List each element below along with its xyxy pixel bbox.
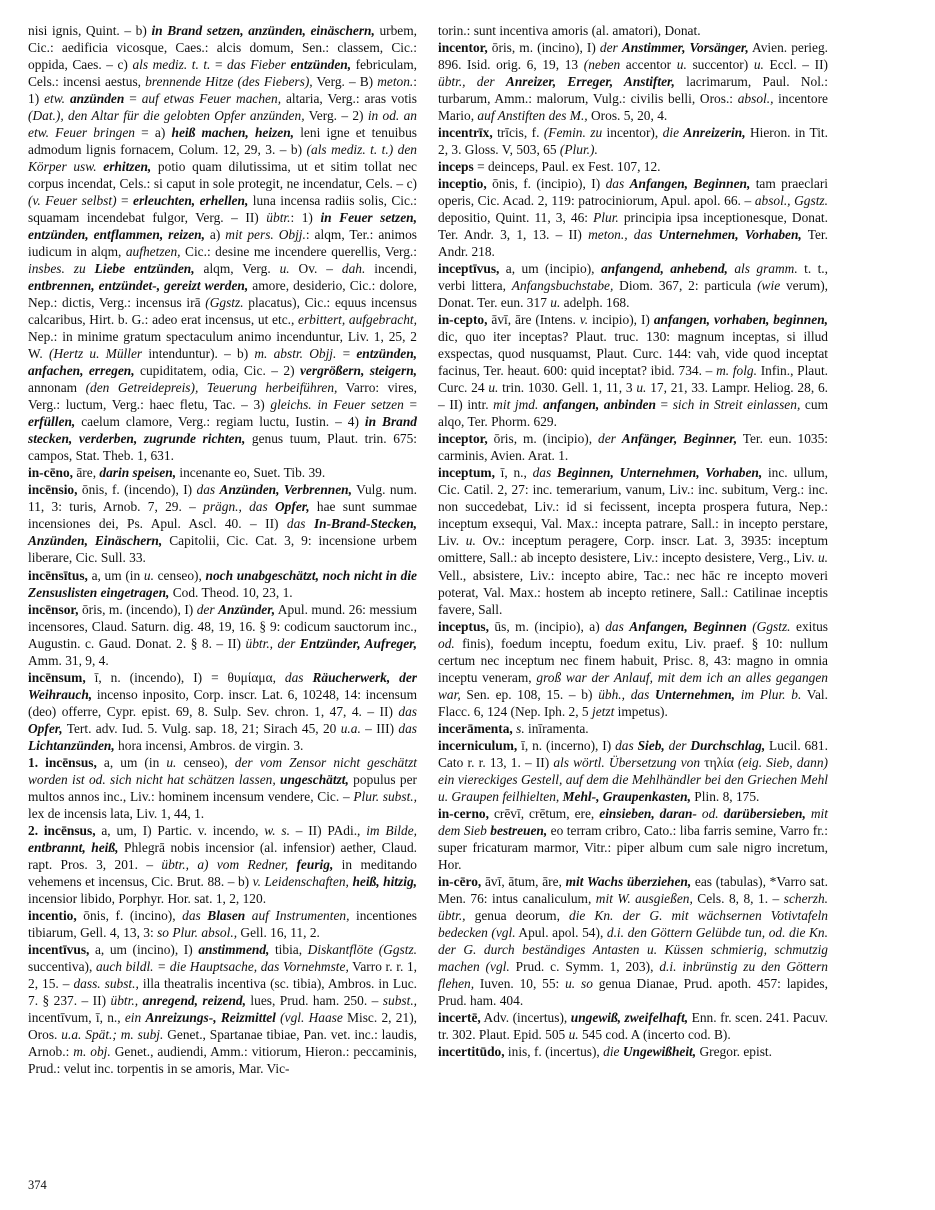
left-column: [28, 22, 417, 1077]
dictionary-entry: 2. incēnsus, a, um, I) Partic. v. incendo, w. s. – II) PAdi., im Bilde, entbrannt, heiß, Phlegrā nobis incensior (al. infensior) aether, Claud. rapt. Pros. 3, 201. – übtr., a) vom Redner, feurig, in meditando vehemens et incensus, Cic. Brut. 88. – b) v. Leidenschaften, heiß, hitzig, incensior libido, Porphyr. Hor. sat. 1, 2, 120.: [28, 822, 417, 906]
dictionary-entry: nisi ignis, Quint. – b) in Brand setzen, anzünden, einäschern, urbem, Cic.: aedificia vicosque, Caes.: alcis domum, Sen.: classem, Cic.: oppida, Caes. – c) als mediz. t. t. = das Fieber entzünden, febriculam, Cels.: incensi aestus, brennende Hitze (des Fiebers), Verg. – B) meton.: 1) etw. anzünden = auf etwas Feuer machen, altaria, Verg.: aras votis (Dat.), den Altar für die gelobten Opfer anzünden, Verg. – 2) in od. an etw. Feuer bringen = a) heiß machen, heizen, leni igne et tenuibus admodum lignis fornacem, Colum. 12, 29, 3. – b) (als mediz. t. t.) den Körper usw. erhitzen, potio quam dilutissima, ut et sitim tollat nec corpus incendat, Cels.: si caput in sole protegit, ne incendatur, Cels. – c) (v. Feuer selbst) = erleuchten, erhellen, luna incensa radiis solis, Cic.: squamam incendebat fulgor, Verg. – II) übtr.: 1) in Feuer setzen, entzünden, entflammen, reizen, a) mit pers. Objj.: alqm, Ter.: animos iudicum in alqm, aufhetzen, Cic.: desine me incendere querellis, Verg.: insbes. zu Liebe entzünden, alqm, Verg. u. Ov. – dah. incendi, entbrennen, entzündet-, gereizt werden, amore, desiderio, Cic.: dolore, Nep.: dictis, Verg.: incensus irā (Ggstz. placatus), Cic.: equus incensus calcaribus, Hirt. b. G.: adeo erat incensus, ut etc., erbittert, aufgebracht, Nep.: in minime gratum spectaculum animo incenduntur, Liv. 1, 25, 2 W. (Hertz u. Müller intenduntur). – b) m. abstr. Objj. = entzünden, anfachen, erregen, cupiditatem, odia, Cic. – 2) vergrößern, steigern, annonam (den Getreidepreis), Teuerung herbeiführen, Varro: vires, Verg.: luctum, Verg.: haec fletu, Tac. – 3) gleichs. in Feuer setzen = erfüllen, caelum clamore, Verg.: regiam luctu, Iustin. – 4) in Brand stecken, verderben, zugrunde richten, genus tuum, Plaut. trin. 675: campos, Stat. Theb. 1, 631.: [28, 23, 418, 464]
dictionary-entry: inceptum, ī, n., das Beginnen, Unternehmen, Vorhaben, inc. ullum, Cic. Catil. 2, 27: inc. temerarium, vanum, Liv.: inc. subitum, Verg.: inc. non succedebat, Liv.: id si fecissent, incepta prospera futura, Nep.: inceptum exsequi, Val. Max.: incepta patrare, Sall.: in incepto perstare, Liv. u. Ov.: inceptum peragere, Corp. inscr. Lat. 3, 3935: inceptum omittere, Sall.: ab incepto desistere, Liv.: incepto desistere, Verg., Liv. u. Vell., absistere, Liv.: incepto abire, Tac.: nec hāc re incepto moveri poterat, Val. Max.: hostem ab incepto retinere, Sall.: Catilinae inceptis favere, Sall.: [438, 465, 828, 617]
page-number: 374: [28, 1178, 47, 1192]
dictionary-entry: incēnsor, ōris, m. (incendo), I) der Anzünder, Apul. mund. 26: messium incensores, Claud. Saturn. dig. 48, 19, 16. § 9: codicum sauctorum inc., Augustin. c. Gaud. Donat. 2. § 8. – II) übtr., der Entzünder, Aufreger, Amm. 31, 9, 4.: [28, 601, 418, 668]
dictionary-entry: incerniculum, ī, n. (incerno), I) das Sieb, der Durchschlag, Lucil. 681. Cato r. r. 13, 1. – II) als wörtl. Übersetzung von τηλία (eig. Sieb, dann) ein viereckiges Gestell, auf dem die Mehlhändler bei den Griechen Mehl u. Graupen feilhielten, Mehl-, Graupenkasten, Plin. 8, 175.: [438, 737, 828, 804]
right-column: [438, 22, 828, 1060]
dictionary-entry: inceptīvus, a, um (incipio), anfangend, anhebend, als gramm. t. t., verbi littera, Anfangsbuchstabe, Diom. 367, 2: particula (wie verum), Donat. Ter. eun. 317 u. adelph. 168.: [438, 261, 828, 311]
dictionary-entry: incentīvus, a, um (incino), I) anstimmend, tibia, Diskantflöte (Ggstz. succentiva), auch bildl. = die Hauptsache, das Vornehmste, Varro r. r. 1, 2, 15. – dass. subst., illa theatralis incentiva (sc. tibia), Ambros. in Luc. 7. § 237. – II) übtr., anregend, reizend, lues, Prud. ham. 250. – subst., incentīvum, ī, n., ein Anreizungs-, Reizmittel (vgl. Haase Misc. 2, 21), Oros. u.a. Spät.; m. subj. Genet., Spartanae tibiae, Pan. vet. inc.: laudis, Arnob.: m. obj. Genet., audiendi, Amm.: vitiorum, Hieron.: peccaminis, Prud.: velut inc. torpentis in se amoris, Mar. Vic-: [28, 941, 418, 1076]
dictionary-entry: incēnsum, ī, n. (incendo), I) = θυμίαμα, das Räucherwerk, der Weihrauch, incenso inposito, Corp. inscr. Lat. 6, 10248, 14: incensum (deo) offerre, Cypr. epist. 69, 8. Sulp. Sev. chron. 1, 47, 4. – II) das Opfer, Tert. adv. Iud. 5. Vulg. sap. 18, 21; Sirach 45, 20 u.a. – III) das Lichtanzünden, hora incensi, Ambros. de virgin. 3.: [28, 669, 418, 753]
dictionary-entry: incertitūdo, inis, f. (incertus), die Ungewißheit, Gregor. epist.: [438, 1043, 773, 1059]
dictionary-entry: 1. incēnsus, a, um (in u. censeo), der vom Zensor nicht geschätzt worden ist od. sich nicht hat schätzen lassen, ungeschätzt, populus per multos annos inc., Liv.: hominem incensum vendere, Cic. – Plur. subst., lex de incensis lata, Liv. 1, 44, 1.: [28, 754, 418, 821]
dictionary-entry: incentio, ōnis, f. (incino), das Blasen auf Instrumenten, incentiones tibiarum, Gell. 4, 13, 3: so Plur. absol., Gell. 16, 11, 2.: [28, 907, 417, 940]
dictionary-entry: incertē, Adv. (incertus), ungewiß, zweifelhaft, Enn. fr. scen. 241. Pacuv. tr. 302. Plaut. Epid. 505 u. 545 cod. A (incerto cod. B).: [438, 1009, 828, 1042]
dictionary-entry: incentrīx, trīcis, f. (Femin. zu incentor), die Anreizerin, Hieron. in Tit. 2, 3. Gloss. V, 503, 65 (Plur.).: [438, 125, 828, 158]
dictionary-entry: in-cēno, āre, darin speisen, incenante eo, Suet. Tib. 39.: [28, 465, 326, 481]
dictionary-entry: incēnsītus, a, um (in u. censeo), noch unabgeschätzt, noch nicht in die Zensuslisten eingetragen, Cod. Theod. 10, 23, 1.: [28, 567, 417, 600]
dictionary-entry: in-cēro, āvī, ātum, āre, mit Wachs überziehen, eas (tabulas), *Varro sat. Men. 76: intus canaliculum, mit W. ausgießen, Cels. 8, 8, 1. – scherzh. übtr., genua deorum, die Kn. der G. mit wächsernen Votivtafeln bedecken (vgl. Apul. apol. 54), d.i. den Göttern Gelübde tun, od. die Kn. der G. durch beständiges Antasten u. Küssen schmierig, schmutzig machen (vgl. Prud. c. Symm. 1, 203), d.i. inbrünstig zu den Göttern flehen, Iuven. 10, 55: u. so genua Dianae, Prud. apoth. 457: lapides, Prud. ham. 404.: [438, 873, 828, 1008]
dictionary-entry: in-cerno, crēvī, crētum, ere, einsieben, daran- od. darübersieben, mit dem Sieb bestreuen, eo terram cribro, Cato.: liba farris semine, Varro fr.: super fricaturam marmor, Vitr.: piper album cum sale nigro incretum, Hor.: [438, 805, 828, 872]
dictionary-entry: in-cepto, āvī, āre (Intens. v. incipio), I) anfangen, vorhaben, beginnen, dic, quo iter inceptas? Plaut. truc. 130: magnum inceptas, si illud exspectas, quod nusquamst, Plaut. Curc. 144: vah, vide quod inceptat facinus, Ter. heaut. 600: quid inceptat? ibid. 734. – m. folg. Infin., Plaut. Curc. 24 u. trin. 1030. Gell. 1, 11, 3 u. 17, 21, 33. Lampr. Heliog. 28, 6. – II) intr. mit jmd. anfangen, anbinden = sich in Streit einlassen, cum alqo, Ter. Phorm. 629.: [438, 312, 829, 430]
dictionary-entry: incentor, ōris, m. (incino), I) der Anstimmer, Vorsänger, Avien. perieg. 896. Isid. orig. 6, 19, 13 (neben accentor u. succentor) u. Eccl. – II) übtr., der Anreizer, Erreger, Anstifter, lacrimarum, Paul. Nol.: turbarum, Amm.: malorum, Vulg.: civilis belli, Oros.: absol., incentore Mario, auf Anstiften des M., Oros. 5, 20, 4.: [438, 40, 829, 124]
dictionary-entry: inceptio, ōnis, f. (incipio), I) das Anfangen, Beginnen, tam praeclari operis, Cic. Acad. 2, 119: patrociniorum, Apul. apol. 66. – absol., Ggstz. depositio, Quint. 11, 3, 46: Plur. principia ipsa inceptionesque, Donat. Ter. Andr. 3, 1, 13. – II) meton., das Unternehmen, Vorhaben, Ter. Andr. 218.: [438, 176, 829, 260]
dictionary-entry: inceptus, ūs, m. (incipio), a) das Anfangen, Beginnen (Ggstz. exitus od. finis), foedum inceptu, foedum exitu, Liv. praef. § 10: nullum certum nec inceptum nec finem habuit, Prisc. 8, 43: magno in omnia inceptu veneram, groß war der Anlauf, mit dem ich an alles gegangen war, Sen. ep. 108, 15. – b) übh., das Unternehmen, im Plur. b. Val. Flacc. 6, 124 (Nep. Iph. 2, 5 jetzt impetus).: [438, 618, 828, 719]
dictionary-entry: incerāmenta, s. inīramenta.: [438, 720, 589, 736]
dictionary-entry: inceptor, ōris, m. (incipio), der Anfänger, Beginner, Ter. eun. 1035: carminis, Avien. Arat. 1.: [438, 431, 828, 464]
dictionary-entry: incēnsio, ōnis, f. (incendo), I) das Anzünden, Verbrennen, Vulg. num. 11, 3: turis, Arnob. 7, 29. – prägn., das Opfer, hae sunt summae incensiones dei, Ps. Apul. Ascl. 40. – II) das In-Brand-Stecken, Anzünden, Einäschern, Capitolii, Cic. Cat. 3, 9: incensione urbem liberare, Cic. Sull. 33.: [28, 482, 418, 566]
dictionary-entry: inceps = deinceps, Paul. ex Fest. 107, 12.: [438, 159, 661, 175]
dictionary-entry: torin.: sunt incentiva amoris (al. amatori), Donat.: [438, 23, 701, 38]
